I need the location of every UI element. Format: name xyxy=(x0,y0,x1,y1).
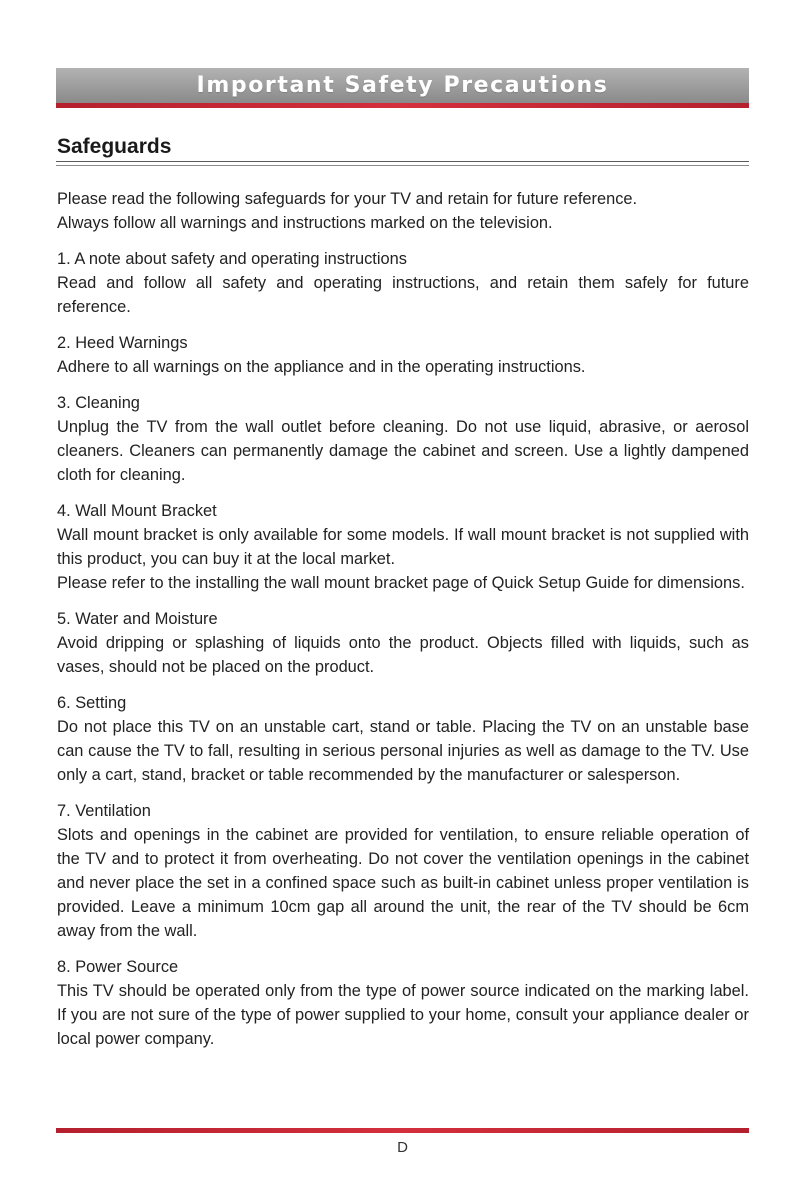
heading-rule-top xyxy=(56,161,749,162)
item-body: Slots and openings in the cabinet are provided for ventilation, to ensure reliable operation of the TV and to protect it from overheating. Do not cover the ventilation openings in the cabinet and never place the set in a confined space such as built-in cabinet unless proper ventilation is provided. Leave a minimum 10cm gap all around the unit, the rear of the TV should be 6cm away from the wall. xyxy=(57,826,749,940)
page-number: D xyxy=(397,1139,408,1156)
item-title: 1. A note about safety and operating instructions xyxy=(57,250,407,268)
item-body: Do not place this TV on an unstable cart, stand or table. Placing the TV on an unstable base can cause the TV to fall, resulting in serious personal injuries as well as damage to the TV. Use only a cart, stand, bracket or table recommended by the manufacturer or salesperson. xyxy=(57,718,749,784)
header-banner xyxy=(56,68,749,103)
intro-line-1: Please read the following safeguards for your TV and retain for future reference. xyxy=(57,190,638,208)
item-title: 2. Heed Warnings xyxy=(57,334,188,352)
safeguard-item-5 xyxy=(57,607,749,679)
document-body xyxy=(57,187,749,1063)
item-body: Wall mount bracket is only available for some models. If wall mount bracket is not supplied with this product, you can buy it at the local market. xyxy=(57,526,749,568)
intro-paragraph xyxy=(57,187,749,235)
item-title: 5. Water and Moisture xyxy=(57,610,218,628)
item-body: Avoid dripping or splashing of liquids onto the product. Objects filled with liquids, such as vases, should not be placed on the product. xyxy=(57,634,749,676)
item-title: 7. Ventilation xyxy=(57,802,151,820)
footer-accent-line xyxy=(56,1128,749,1133)
intro-line-2: Always follow all warnings and instructions marked on the television. xyxy=(57,214,553,232)
item-title: 4. Wall Mount Bracket xyxy=(57,502,217,520)
section-heading: Safeguards xyxy=(57,135,172,158)
safeguard-item-4 xyxy=(57,499,749,595)
safeguard-item-3 xyxy=(57,391,749,487)
item-title: 8. Power Source xyxy=(57,958,179,976)
safeguard-item-7 xyxy=(57,799,749,943)
heading-rule-bottom xyxy=(56,165,749,166)
item-body: Unplug the TV from the wall outlet before cleaning. Do not use liquid, abrasive, or aerosol cleaners. Cleaners can permanently damage the cabinet and screen. Use a lightly dampened cloth for cleaning. xyxy=(57,418,749,484)
item-title: 6. Setting xyxy=(57,694,127,712)
item-body-continued: Please refer to the installing the wall mount bracket page of Quick Setup Guide for dimensions. xyxy=(57,574,745,592)
header-accent-line xyxy=(56,103,749,108)
safeguard-item-2 xyxy=(57,331,749,379)
safeguard-item-1 xyxy=(57,247,749,319)
safeguard-item-6 xyxy=(57,691,749,787)
item-body: This TV should be operated only from the type of power source indicated on the marking label. If you are not sure of the type of power supplied to your home, consult your appliance dealer or local power company. xyxy=(57,982,749,1048)
safeguard-item-8 xyxy=(57,955,749,1051)
page-title: Important Safety Precautions xyxy=(196,73,609,98)
item-body: Adhere to all warnings on the appliance and in the operating instructions. xyxy=(57,358,586,376)
item-title: 3. Cleaning xyxy=(57,394,140,412)
item-body: Read and follow all safety and operating instructions, and retain them safely for future reference. xyxy=(57,274,749,316)
